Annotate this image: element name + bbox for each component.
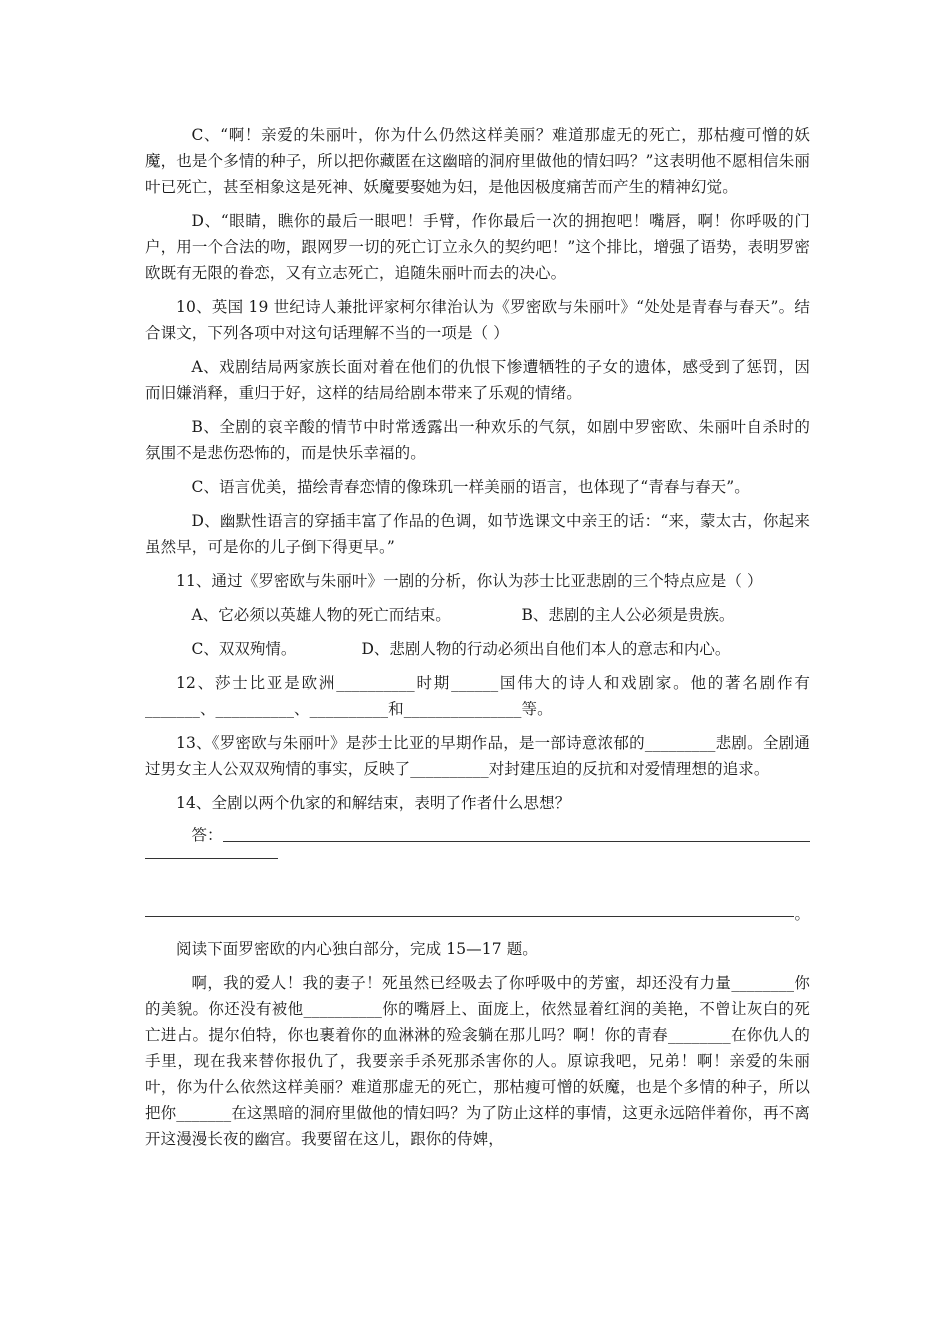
question-11-option-a: A、它必须以英雄人物的死亡而结束。 — [191, 606, 451, 624]
question-10-option-c: C、语言优美，描绘青春恋情的像珠玑一样美丽的语言，也体现了“青春与春天”。 — [191, 478, 750, 496]
option-d-analysis: D、“眼睛，瞧你的最后一眼吧！手臂，作你最后一次的拥抱吧！嘴唇，啊！你呼吸的门户，用一个合法的吻，跟网罗一切的死亡订立永久的契约吧！”这个排比，增强了语势，表明罗密欧既有无限的眷恋，又有立志死亡，追随朱丽叶而去的决心。 — [145, 212, 810, 282]
question-10: 10、英国 19 世纪诗人兼批评家柯尔律治认为《罗密欧与朱丽叶》“处处是青春与春天”。结合课文，下列各项中对这句话理解不当的一项是（ ） — [145, 298, 810, 342]
document-page — [145, 122, 810, 1160]
question-11-options-row-2 — [145, 636, 810, 662]
question-13: 13、《罗密欧与朱丽叶》是莎士比亚的早期作品，是一部诗意浓郁的_________悲剧。全剧通过男女主人公双双殉情的事实，反映了__________对封建压迫的反抗和对爱情理想的追求。 — [145, 734, 810, 778]
question-11-option-b: B、悲剧的主人公必须是贵族。 — [521, 606, 735, 624]
answer-line-1 — [145, 822, 810, 848]
answer-blank-line — [223, 841, 810, 842]
question-10-option-b: B、全剧的哀辛酸的情节中时常透露出一种欢乐的气氛，如剧中罗密欧、朱丽叶自杀时的氛围不是悲伤恐怖的，而是快乐幸福的。 — [145, 418, 810, 462]
romeo-monologue: 啊，我的爱人！我的妻子！死虽然已经吸去了你呼吸中的芳蜜，却还没有力量________你的美貌。你还没有被他__________你的嘴唇上、面庞上，依然显着红润的美艳，不曾让灰白的死亡进占。提尔伯特，你也裹着你的血淋淋的殓衾躺在那儿吗？啊！你的青春________在你仇人的手里，现在我来替你报仇了，我要亲手杀死那杀害你的人。原谅我吧，兄弟！啊！亲爱的朱丽叶，你为什么依然这样美丽？难道那虚无的死亡，那枯瘦可憎的妖魔，也是个多情的种子，所以把你_______在这黑暗的洞府里做他的情妇吗？为了防止这样的事情，这更永远陪伴着你，再不离开这漫漫长夜的幽宫。我要留在这儿，跟你的侍婢， — [145, 974, 810, 1148]
answer-long-line — [145, 916, 794, 917]
answer-line-2 — [145, 848, 810, 872]
answer-end-period: 。 — [794, 905, 810, 923]
answer-line-3 — [145, 898, 810, 924]
question-11-option-c: C、双双殉情。 — [191, 640, 297, 658]
question-11: 11、通过《罗密欧与朱丽叶》一剧的分析，你认为莎士比亚悲剧的三个特点应是（ ） — [176, 572, 763, 590]
answer-short-line — [145, 858, 278, 859]
question-11-option-d: D、悲剧人物的行动必须出自他们本人的意志和内心。 — [361, 640, 731, 658]
answer-label: 答： — [191, 826, 223, 844]
option-c-analysis: C、“啊！亲爱的朱丽叶，你为什么仍然这样美丽？难道那虚无的死亡，那枯瘦可憎的妖魔，也是个多情的种子，所以把你藏匿在这幽暗的洞府里做他的情妇吗？”这表明他不愿相信朱丽叶已死亡，甚至相象这是死神、妖魔要娶她为妇，是他因极度痛苦而产生的精神幻觉。 — [145, 126, 810, 196]
question-10-option-d: D、幽默性语言的穿插丰富了作品的色调，如节选课文中亲王的话：“来，蒙太古，你起来虽然早，可是你的儿子倒下得更早。” — [145, 512, 810, 556]
question-11-options-row-1 — [145, 602, 810, 628]
question-14: 14、全剧以两个仇家的和解结束，表明了作者什么思想？ — [176, 794, 571, 812]
question-12: 12、莎士比亚是欧洲__________时期______国伟大的诗人和戏剧家。他的著名剧作有_______、__________、__________和_______________等。 — [145, 674, 810, 718]
reading-intro: 阅读下面罗密欧的内心独白部分，完成 15—17 题。 — [176, 940, 538, 958]
question-10-option-a: A、戏剧结局两家族长面对着在他们的仇恨下惨遭牺牲的子女的遗体，感受到了惩罚，因而旧嫌消释，重归于好，这样的结局给剧本带来了乐观的情绪。 — [145, 358, 810, 402]
